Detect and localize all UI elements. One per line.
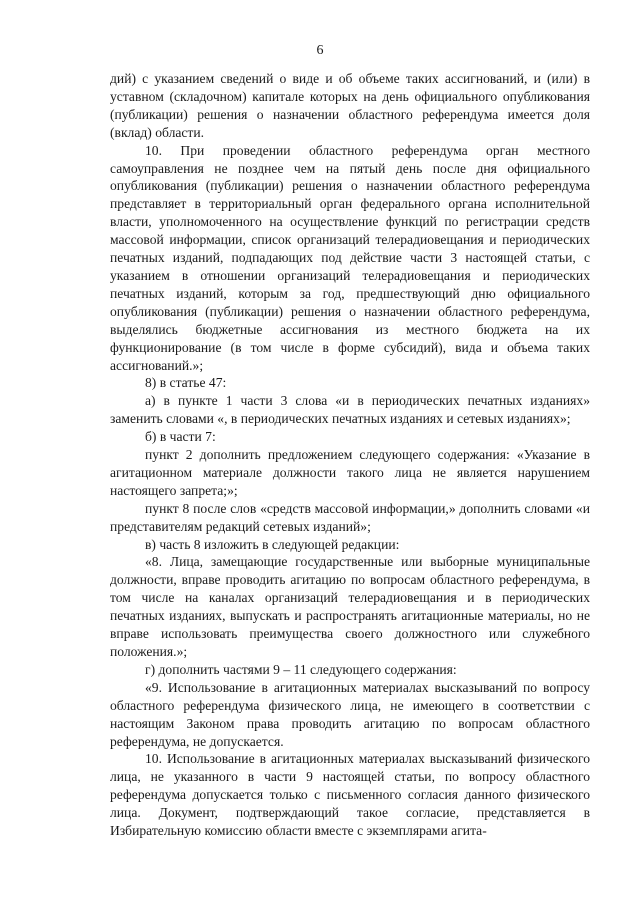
paragraph-part-9: «9. Использование в агитационных материалах высказываний по вопросу областного референдума физического лица, не имеющего в соответствии с настоящим Законом права проводить агитацию по вопросам областного референдума, не допускается. [110,679,590,749]
paragraph-point-8: пункт 8 после слов «средств массовой информации,» дополнить словами «и представителям редакций сетевых изданий»; [110,500,590,534]
paragraph-continuation: дий) с указанием сведений о виде и об объеме таких ассигнований, и (или) в уставном (складочном) капитале которых на день официального опубликования (публикации) решения о назначении областного референдума имеется доля (вклад) области. [110,71,590,140]
paragraph-point-2: пункт 2 дополнить предложением следующего содержания: «Указание в агитационном материале должности такого лица не является нарушением настоящего запрета;»; [110,447,590,498]
paragraph-article-47: 8) в статье 47: [145,375,227,391]
paragraph-sub-b: б) в части 7: [145,429,216,445]
document-body [110,70,590,840]
paragraph-sub-a: а) в пункте 1 части 3 слова «и в периодических печатных изданиях» заменить словами «, в периодических печатных изданиях и сетевых изданиях»; [110,393,590,427]
page-number: 6 [316,43,324,58]
paragraph-sub-v: в) часть 8 изложить в следующей редакции: [145,536,400,552]
paragraph-sub-g: г) дополнить частями 9 – 11 следующего содержания: [145,661,457,677]
paragraph-item-10: 10. При проведении областного референдума орган местного самоуправления не позднее чем на пятый день после дня официального опубликования (публикации) решения о назначении областного референдума представляет в территориальный орган федерального органа исполнительной власти, уполномоченного на осуществление функций по регистрации средств массовой информации, список организаций телерадиовещания и периодических печатных изданий, подпадающих под действие части 3 настоящей статьи, с указанием в отношении организаций телерадиовещания и периодических печатных изданий, которым за год, предшествующий дню официального опубликования (публикации) решения о назначении областного референдума, выделялись бюджетные ассигнования из местного бюджета на их функционирование (в том числе в форме субсидий), вида и объема таких ассигнований.»; [110,142,590,373]
paragraph-part-10: 10. Использование в агитационных материалах высказываний физического лица, не указанного в части 9 настоящей статьи, по вопросу областного референдума допускается только с письменного согласия данного физического лица. Документ, подтверждающий такое согласие, представляется в Избирательную комиссию области вместе с экземплярами агита- [110,751,590,839]
paragraph-part-8: «8. Лица, замещающие государственные или выборные муниципальные должности, вправе проводить агитацию по вопросам областного референдума, в том числе на каналах организаций телерадиовещания и в периодических печатных изданиях, выпускать и распространять агитационные материалы, но не вправе использовать преимущества своего должностного или служебного положения.»; [110,554,590,659]
